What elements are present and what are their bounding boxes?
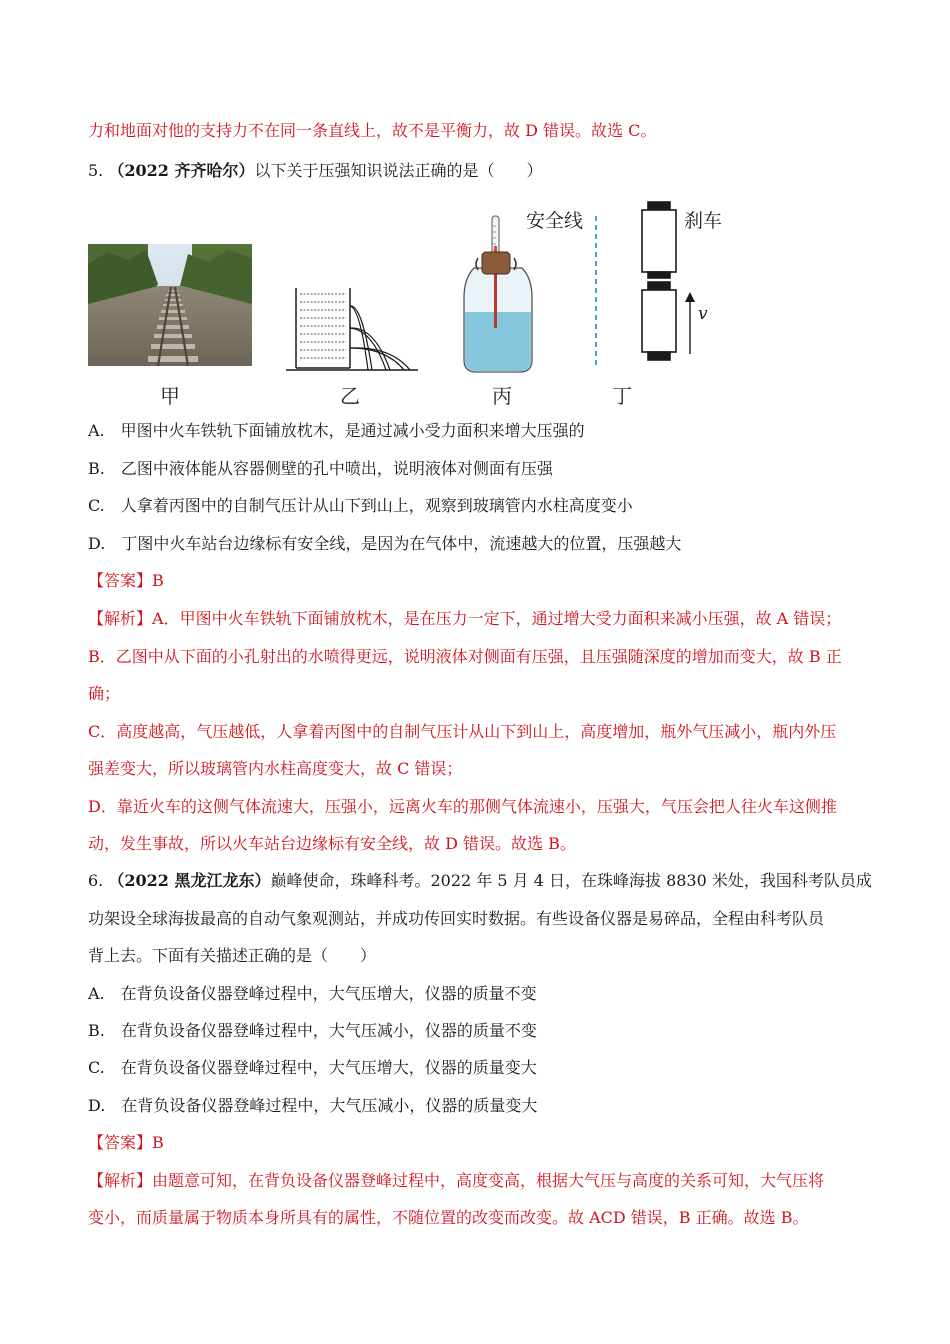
q6-explanation-1 — [88, 1170, 824, 1192]
container-diagram — [282, 276, 422, 372]
q5-explanation-7: 动，发生事故，所以火车站台边缘标有安全线，故 D 错误。故选 B。 — [88, 834, 576, 853]
q6-answer: 【答案】B — [88, 1133, 164, 1152]
label-bing: 丙 — [492, 384, 512, 408]
q5-explanation-1 — [88, 608, 841, 630]
question-6-stem-3: 背上去。下面有关描述正确的是（ ） — [88, 946, 377, 965]
q6-exp-a: 由题意可知，在背负设备仪器登峰过程中，高度变高，根据大气压与高度的关系可知，大气压将 — [152, 1171, 825, 1190]
q5-option-a: A. 甲图中火车铁轨下面铺放枕木，是通过减小受力面积来增大压强的 — [88, 421, 585, 440]
label-yi: 乙 — [340, 384, 360, 408]
q5-option-d: D. 丁图中火车站台边缘标有安全线，是因为在气体中，流速越大的位置，压强越大 — [88, 534, 682, 553]
q6-option-d: D. 在背负设备仪器登峰过程中，大气压减小，仪器的质量变大 — [88, 1096, 538, 1115]
question-6-stem-2: 功架设全球海拔最高的自动气象观测站，并成功传回实时数据。有些设备仪器是易碎品，全程由科考队员 — [88, 909, 825, 928]
barometer-bottle — [458, 212, 538, 376]
question-number: 5. — [88, 161, 104, 180]
question-text: 巅峰使命，珠峰科考。2022 年 5 月 4 日，在珠峰海拔 8830 米处，我国科考队员成 — [270, 871, 872, 890]
q6-option-a: A. 在背负设备仪器登峰过程中，大气压增大，仪器的质量不变 — [88, 984, 537, 1003]
q5-exp-a: A．甲图中火车铁轨下面铺放枕木，是在压力一定下，通过增大受力面积来减小压强，故 A 错误； — [152, 609, 842, 628]
label-ding: 丁 — [612, 384, 632, 408]
q5-explanation-5: 强差变大，所以玻璃管内水柱高度变大，故 C 错误； — [88, 759, 463, 778]
label-velocity: v — [698, 304, 708, 324]
question-number: 6. — [88, 871, 104, 890]
q5-option-b: B. 乙图中液体能从容器侧壁的孔中喷出，说明液体对侧面有压强 — [88, 459, 553, 478]
label-safety-line: 安全线 — [526, 210, 584, 232]
label-jia: 甲 — [160, 384, 180, 408]
question-text: 以下关于压强知识说法正确的是（ ） — [254, 161, 543, 180]
question-6-stem-1 — [88, 870, 872, 892]
question-source: （2022 齐齐哈尔） — [108, 161, 255, 180]
question-5-stem — [88, 160, 542, 182]
q6-explanation-2: 变小，而质量属于物质本身所具有的属性，不随位置的改变而改变。故 ACD 错误，B 正确。故选 B。 — [88, 1208, 809, 1227]
q5-explanation-4: C．高度越高，气压越低，人拿着丙图中的自制气压计从山下到山上，高度增加，瓶外气压减小，瓶内外压 — [88, 722, 837, 741]
q5-exp-tag: 【解析】 — [88, 609, 153, 628]
q5-explanation-6: D．靠近火车的这侧气体流速大，压强小，远离火车的那侧气体流速小，压强大，气压会把人往火车这侧推 — [88, 797, 837, 816]
q5-explanation-3: 确； — [88, 684, 121, 703]
q5-explanation-2: B．乙图中从下面的小孔射出的水喷得更远，说明液体对侧面有压强，且压强随深度的增加而变大，故 B 正 — [88, 647, 842, 666]
q6-exp-tag: 【解析】 — [88, 1171, 153, 1190]
q5-option-c: C. 人拿着丙图中的自制气压计从山下到山上，观察到玻璃管内水柱高度变小 — [88, 496, 633, 515]
q6-option-b: B. 在背负设备仪器登峰过程中，大气压减小，仪器的质量不变 — [88, 1021, 537, 1040]
label-brake: 刹车 — [684, 210, 723, 232]
railway-photo — [88, 244, 252, 366]
q5-answer: 【答案】B — [88, 571, 164, 590]
platform-diagram — [580, 198, 730, 378]
prev-explanation-end: 力和地面对他的支持力不在同一条直线上，故不是平衡力，故 D 错误。故选 C。 — [88, 121, 657, 140]
question-source: （2022 黑龙江龙东） — [108, 871, 271, 890]
q6-option-c: C. 在背负设备仪器登峰过程中，大气压增大，仪器的质量变大 — [88, 1058, 537, 1077]
